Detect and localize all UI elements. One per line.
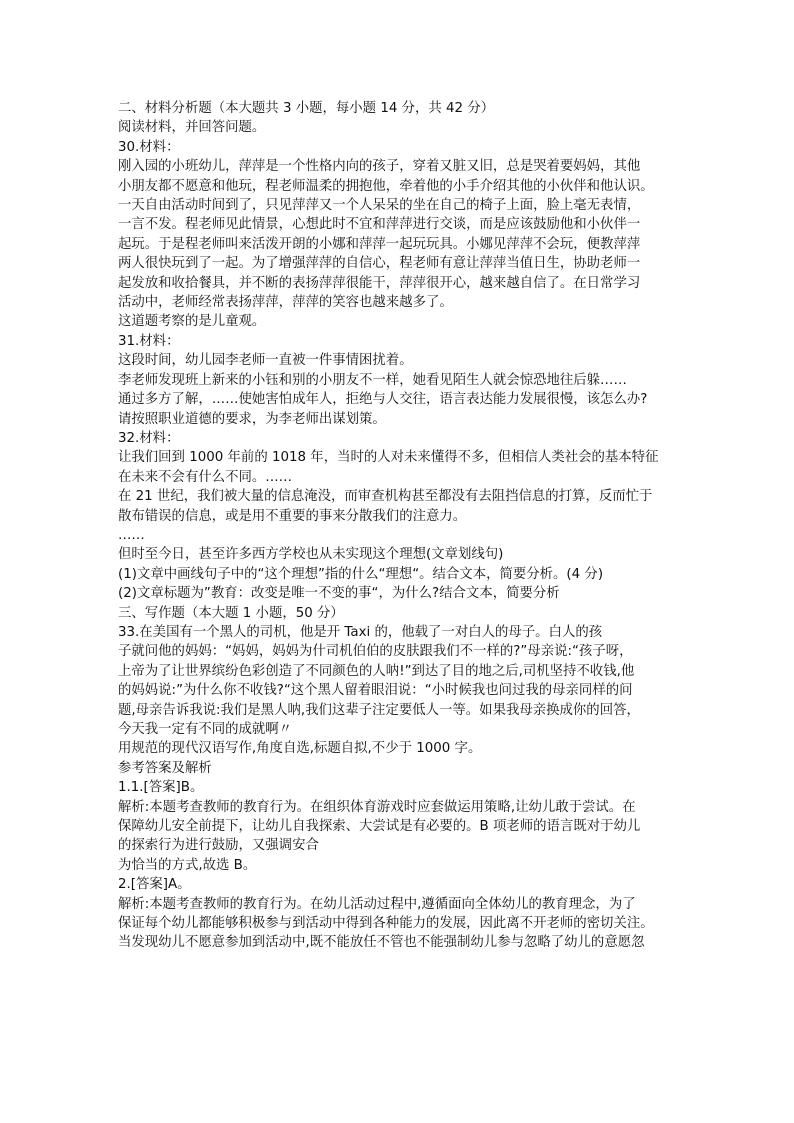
question-30-paragraph-line: 两人很快玩到了一起。为了增强萍萍的自信心，程老师有意让萍萍当值日生，协助老师一 <box>118 256 641 272</box>
question-31-paragraph-line: 通过多方了解，……使她害怕成年人，拒绝与人交往，语言表达能力发展很慢，该怎么办? <box>118 392 648 408</box>
answer-2-explanation-line: 保证每个幼儿都能够积极参与到活动中得到各种能力的发展，因此离不开老师的密切关注。 <box>118 916 654 932</box>
answer-1-explanation-line: 为恰当的方式,故选 B。 <box>118 857 257 873</box>
answer-2-explanation-line: 解析:本题考查教师的教育行为。在幼儿活动过程中,遵循面向全体幼儿的教育理念，为了 <box>118 896 636 912</box>
ellipsis-line: …… <box>118 527 145 543</box>
question-32-label: 32.材料： <box>118 430 180 446</box>
question-31-label: 31.材料： <box>118 333 180 349</box>
question-30-paragraph-line: 小朋友都不愿意和他玩，程老师温柔的拥抱他，牵着他的小手介绍其他的小伙伴和他认识。 <box>118 178 654 194</box>
answer-1-explanation-line: 保障幼儿安全前提下，让幼儿自我探索、大尝试是有必要的。B 项老师的语言既对于幼儿 <box>118 819 641 835</box>
question-30-note: 这道题考察的是儿童观。 <box>118 314 266 330</box>
question-32-paragraph-line: 散布错误的信息，或是用不重要的事来分散我们的注意力。 <box>118 508 467 524</box>
question-30-paragraph-line: 起玩。于是程老师叫来活泼开朗的小娜和萍萍一起玩玩具。小娜见萍萍不会玩，便教萍萍 <box>118 236 641 252</box>
answers-heading: 参考答案及解析 <box>118 760 212 776</box>
document-page <box>118 99 684 953</box>
question-31-paragraph-line: 这段时间，幼儿园李老师一直被一件事情困扰着。 <box>118 353 413 369</box>
question-30-paragraph-line: 起发放和收拾餐具，并不断的表扬萍萍很能干，萍萍很开心，越来越自信了。在日常学习 <box>118 275 641 291</box>
question-32-paragraph-line: 在未来不会有什么不同。…… <box>118 469 293 485</box>
question-30-paragraph-line: 一言不发。程老师见此情景，心想此时不宜和萍萍进行交谈，而是应该鼓励他和小伙伴一 <box>118 217 641 233</box>
question-30-label: 30.材料： <box>118 139 180 155</box>
question-33-paragraph-line: 题,母亲告诉我说:我们是黑人呐,我们这辈子注定要低人一等。如果我母亲换成你的回答， <box>118 702 640 718</box>
question-33-requirement: 用规范的现代汉语写作,角度自选,标题自拟,不少于 1000 字。 <box>118 741 482 757</box>
answer-1-explanation-line: 解析:本题考查教师的教育行为。在组织体育游戏时应套做运用策略,让幼儿敢于尝试。在 <box>118 799 636 815</box>
question-33-paragraph-line: 子就问他的妈妈：“妈妈，妈妈为什司机伯伯的皮肤跟我们不一样的?”母亲说:“孩子呀， <box>118 644 633 660</box>
instruction-text: 阅读材料，并回答问题。 <box>118 120 266 136</box>
question-30-paragraph-line: 一天自由活动时间到了，只见萍萍又一个人呆呆的坐在自己的椅子上面，脸上毫无表情， <box>118 198 641 214</box>
question-32-paragraph-line: 让我们回到 1000 年前的 1018 年，当时的人对未来懂得不多，但相信人类社会的基本特征 <box>118 450 659 466</box>
answer-2-label: 2.[答案]A。 <box>118 877 191 893</box>
question-33-paragraph-line: 的妈妈说:”为什么你不收钱?“这个黑人留着眼泪说：“小时候我也问过我的母亲同样的问 <box>118 683 633 699</box>
answer-1-label: 1.1.[答案]B。 <box>118 780 204 796</box>
section-heading-writing: 三、写作题（本大题 1 小题，50 分） <box>118 605 344 621</box>
question-31-prompt: 请按照职业道德的要求，为李老师出谋划策。 <box>118 411 386 427</box>
question-33-paragraph-line: 今天我一定有不同的成就啊〃 <box>118 722 293 737</box>
question-33-paragraph-line: 上帝为了让世界缤纷色彩创造了不同颜色的人呐!”到达了目的地之后,司机坚持不收钱,他 <box>118 663 635 679</box>
question-32-subquestion-2: (2)文章标题为”教育：改变是唯一不变的事“，为什么?结合文本，简要分析 <box>118 586 560 602</box>
answer-1-explanation-line: 的探索行为进行鼓励，又强调安合 <box>118 838 319 854</box>
question-32-paragraph-line: 但时至今日，甚至许多西方学校也从未实现这个理想(文章划线句) <box>118 547 504 563</box>
question-33-paragraph-line: 33.在美国有一个黑人的司机，他是开 Taxi 的，他载了一对白人的母子。白人的孩 <box>118 624 603 640</box>
question-30-paragraph-line: 刚入园的小班幼儿，萍萍是一个性格内向的孩子，穿着又脏又旧，总是哭着要妈妈，其他 <box>118 159 641 175</box>
question-32-subquestion-1: (1)文章中画线句子中的“这个理想”指的什么“理想“。结合文本，简要分析。(4 分) <box>118 566 604 582</box>
question-31-paragraph-line: 李老师发现班上新来的小钰和别的小朋友不一样，她看见陌生人就会惊恐地往后躲…… <box>118 372 627 388</box>
question-32-paragraph-line: 在 21 世纪，我们被大量的信息淹没，而审查机构甚至都没有去阻挡信息的打算，反而忙于 <box>118 489 653 505</box>
section-heading-material-analysis: 二、材料分析题（本大题共 3 小题，每小题 14 分，共 42 分） <box>118 101 495 116</box>
question-30-paragraph-line: 活动中，老师经常表扬萍萍，萍萍的笑容也越来越多了。 <box>118 295 453 311</box>
answer-2-explanation-line: 当发现幼儿不愿意参加到活动中,既不能放任不管也不能强制幼儿参与忽略了幼儿的意愿忽 <box>118 935 645 951</box>
